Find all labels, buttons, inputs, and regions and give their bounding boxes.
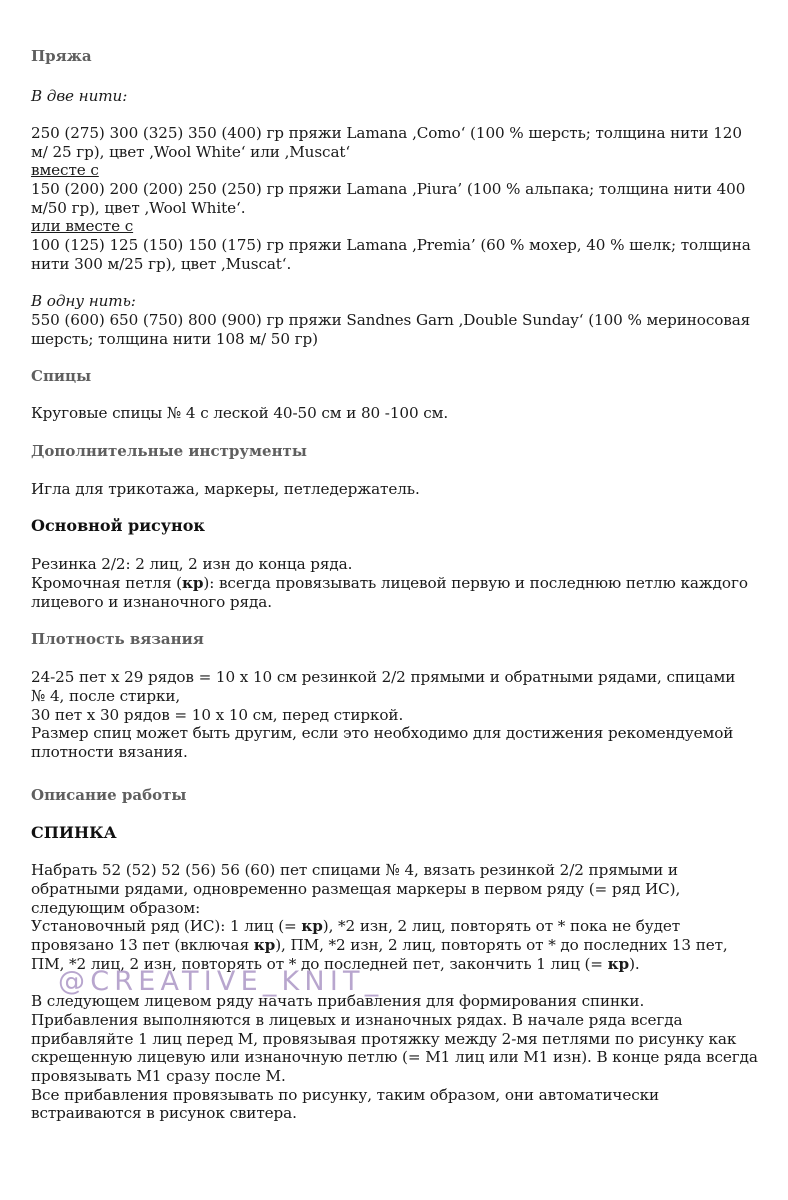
- increase-para-line-1: В следующем лицевом ряду начать прибавления для формирования спинки.: [31, 992, 645, 1010]
- two-strands-label: В две нити:: [31, 87, 128, 105]
- yarn-como-line-2: м/ 25 гр), цвет ‚Wool White‘ или ‚Muscat‘: [31, 143, 351, 161]
- gauge-line-5: плотности вязания.: [31, 743, 188, 761]
- yarn-premia-line-2: нити 300 м/25 гр), цвет ‚Muscat‘.: [31, 255, 292, 273]
- gauge-heading: Плотность вязания: [31, 630, 204, 648]
- one-strand-label: В одну нить:: [31, 292, 136, 310]
- back-heading: СПИНКА: [31, 823, 117, 842]
- pattern-note-line-2: встраиваются в рисунок свитера.: [31, 1104, 297, 1122]
- rib-text: Резинка 2/2: 2 лиц, 2 изн до конца ряда.: [31, 555, 353, 573]
- increase-para-line-5: провязывать М1 сразу после М.: [31, 1067, 286, 1085]
- increase-para-line-4: скрещенную лицевую или изнаночную петлю (= М1 лиц или М1 изн). В конце ряда всегда: [31, 1048, 758, 1066]
- back-para1-line-1: Набрать 52 (52) 52 (56) 56 (60) пет спицами № 4, вязать резинкой 2/2 прямыми и: [31, 861, 678, 879]
- needles-text: Круговые спицы № 4 с леской 40-50 см и 80 -100 см.: [31, 404, 449, 422]
- together-label: вместе с: [31, 161, 99, 179]
- yarn-piura-line-2: м/50 гр), цвет ‚Wool White‘.: [31, 199, 246, 217]
- tools-text: Игла для трикотажа, маркеры, петледержатель.: [31, 480, 420, 498]
- yarn-como-line-1: 250 (275) 300 (325) 350 (400) гр пряжи Lamana ‚Como‘ (100 % шерсть; толщина нити 120: [31, 124, 742, 142]
- yarn-sunday-line-2: шерсть; толщина нити 108 м/ 50 гр): [31, 330, 318, 348]
- pattern-note-line-1: Все прибавления провязывать по рисунку, таким образом, они автоматически: [31, 1086, 660, 1104]
- back-para1-line-2: обратными рядами, одновременно размещая маркеры в первом ряду (= ряд ИС),: [31, 880, 681, 898]
- back-para1-line-3: следующим образом:: [31, 899, 201, 917]
- yarn-heading: Пряжа: [31, 47, 92, 65]
- or-together-label: или вместе с: [31, 217, 134, 235]
- watermark-text: @CREATIVE_KNIT_: [58, 966, 384, 997]
- gauge-line-3: 30 пет х 30 рядов = 10 х 10 см, перед стиркой.: [31, 706, 404, 724]
- edge-stitch-line-2: лицевого и изнаночного ряда.: [31, 593, 272, 611]
- pattern-heading: Основной рисунок: [31, 516, 205, 535]
- setup-row-line-2: провязано 13 пет (включая кр), ПМ, *2 изн, 2 лиц, повторять от * до последних 13 пет,: [31, 936, 728, 954]
- edge-stitch-line-1: Кромочная петля (кр): всегда провязывать лицевой первую и последнюю петлю каждого: [31, 574, 748, 592]
- increase-para-line-2: Прибавления выполняются в лицевых и изнаночных рядах. В начале ряда всегда: [31, 1011, 683, 1029]
- yarn-sunday-line-1: 550 (600) 650 (750) 800 (900) гр пряжи Sandnes Garn ‚Double Sunday‘ (100 % мериносовая: [31, 311, 751, 329]
- yarn-premia-line-1: 100 (125) 125 (150) 150 (175) гр пряжи Lamana ‚Premia’ (60 % мохер, 40 % шелк; толщина: [31, 236, 751, 254]
- setup-row-line-1: Установочный ряд (ИС): 1 лиц (= кр), *2 изн, 2 лиц, повторять от * пока не будет: [31, 917, 681, 935]
- increase-para-line-3: прибавляйте 1 лиц перед М, провязывая протяжку между 2-мя петлями по рисунку как: [31, 1030, 737, 1048]
- gauge-line-2: № 4, после стирки,: [31, 687, 181, 705]
- needles-heading: Спицы: [31, 367, 92, 385]
- tools-heading: Дополнительные инструменты: [31, 442, 307, 460]
- instructions-heading: Описание работы: [31, 786, 187, 804]
- gauge-line-1: 24-25 пет х 29 рядов = 10 х 10 см резинкой 2/2 прямыми и обратными рядами, спицами: [31, 668, 736, 686]
- gauge-line-4: Размер спиц может быть другим, если это необходимо для достижения рекомендуемой: [31, 724, 734, 742]
- yarn-piura-line-1: 150 (200) 200 (200) 250 (250) гр пряжи Lamana ‚Piura’ (100 % альпака; толщина нити 400: [31, 180, 746, 198]
- setup-row-line-3: ПМ, *2 лиц, 2 изн, повторять от * до последней пет, закончить 1 лиц (= кр).: [31, 955, 640, 973]
